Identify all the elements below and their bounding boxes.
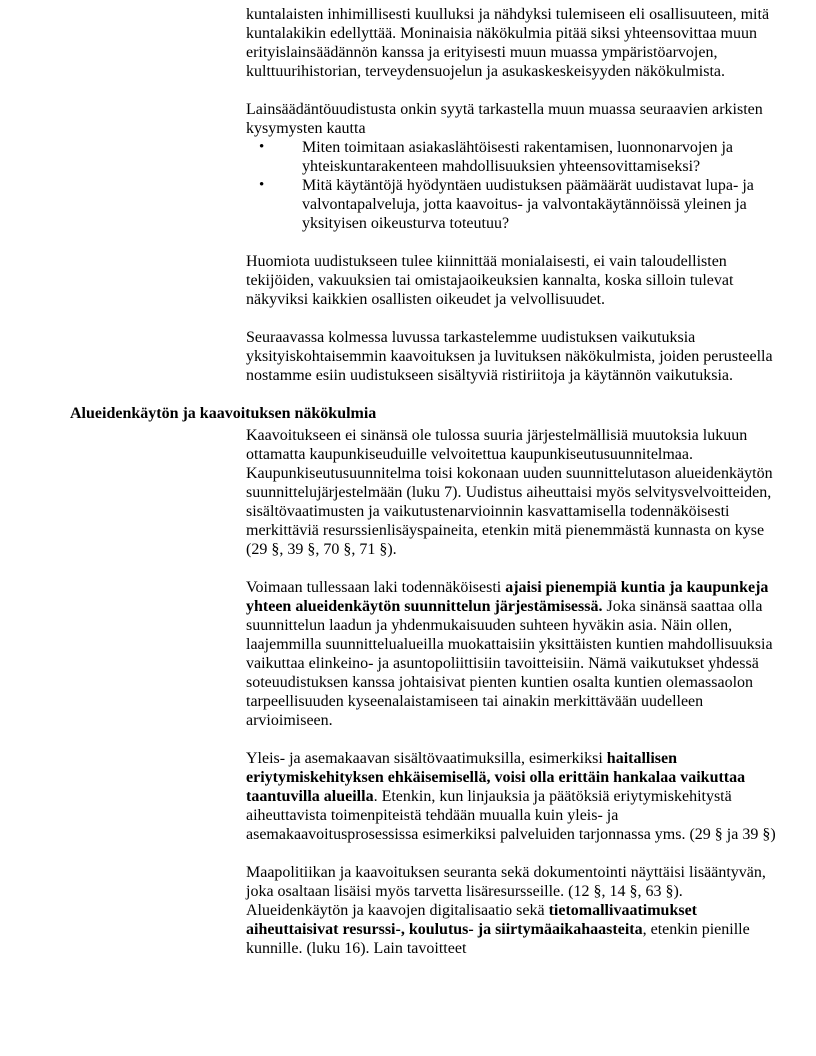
bold-text-run: ajaisi pienempiä kuntia ja kaupunkeja yhteen alueidenkäytön suunnittelun järjestämisessä.: [246, 579, 769, 615]
bullet-text: [302, 138, 776, 176]
text-run: Lainsäädäntöuudistusta onkin syytä tarkastella muun muassa seuraavien arkisten kysymysten kautta: [246, 101, 763, 137]
section-heading: [70, 404, 776, 423]
text-run: Voimaan tullessaan laki todennäköisesti: [246, 579, 506, 596]
bullet-list: [246, 138, 776, 233]
paragraph: [246, 426, 776, 559]
paragraph: [246, 863, 776, 958]
text-run: Seuraavassa kolmessa luvussa tarkastelemme uudistuksen vaikutuksia yksityiskohtaisemmin kaavoituksen ja luvituksen näkökulmista, joiden perusteella nostamme esiin uudistukseen sisältyviä ristiriitoja ja käytännön vaikutuksia.: [246, 329, 773, 384]
text-run: . Etenkin, kun linjauksia ja päätöksiä eriytymiskehitystä aiheuttavista toimenpiteistä tehdään muualla kuin yleis- ja asemakaavoitusprosessissa esimerkiksi palveluiden tarjonnassa yms. (29 § ja 39 §): [246, 788, 776, 843]
bold-text-run: tietomallivaatimukset aiheuttaisivat resurssi-, koulutus- ja siirtymäaikahaasteita: [246, 902, 697, 938]
text-run: Miten toimitaan asiakaslähtöisesti rakentamisen, luonnonarvojen ja yhteiskuntarakenteen mahdollisuuksien yhteensovittamiseksi?: [302, 139, 733, 175]
text-run: kuntalaisten inhimillisesti kuulluksi ja nähdyksi tulemiseen eli osallisuuteen, mitä kuntalakikin edellyttää. Moninaisia näkökulmia pitää siksi yhteensovittaa muun erityislainsäädännön kanssa ja erityisesti muun muassa ympäristöarvojen, kulttuurihistorian, terveydensuojelun ja asukaskeskeisyyden näkökulmista.: [246, 6, 770, 80]
paragraph: [246, 328, 776, 385]
paragraph: [246, 749, 776, 844]
text-run: Maapolitiikan ja kaavoituksen seuranta sekä dokumentointi näyttäisi lisääntyvän, joka osaltaan lisäisi myös tarvetta lisäresursseille. (12 §, 14 §, 63 §). Alueidenkäytön ja kaavojen digitalisaatio sekä: [246, 864, 766, 919]
paragraph: [246, 100, 776, 138]
bullet-item: [246, 176, 776, 233]
text-run: Kaavoitukseen ei sinänsä ole tulossa suuria järjestelmällisiä muutoksia lukuun ottamatta kaupunkiseuduille velvoitettua kaupunkiseutusuunnitelmaa. Kaupunkiseutusuunnitelma toisi kokonaan uuden suunnittelutason alueidenkäytön suunnittelujärjestelmään (luku 7). Uudistus aiheuttaisi myös selvitysvelvoitteiden, sisältövaatimusten ja vaikutustenarvioinnin kasvattamisella todennäköisesti merkittäviä resurssienlisäyspaineita, etenkin mitä pienemmästä kunnasta on kyse (29 §, 39 §, 70 §, 71 §).: [246, 427, 773, 558]
bullet-text: [302, 176, 776, 233]
text-run: , etenkin pienille kunnille. (luku 16). Lain tavoitteet: [246, 921, 750, 957]
document-body: [70, 5, 776, 958]
bullet-icon: •: [259, 177, 265, 193]
bullet-icon: •: [259, 139, 265, 155]
bullet-item: [246, 138, 776, 176]
text-run: Mitä käytäntöjä hyödyntäen uudistuksen päämäärät uudistavat lupa- ja valvontapalveluja, jotta kaavoitus- ja valvontakäytännöissä yleinen ja yksityisen oikeusturva toteutuu?: [302, 177, 754, 232]
bold-text-run: haitallisen eriytymiskehityksen ehkäisemisellä, voisi olla erittäin hankalaa vaikuttaa taantuvilla alueilla: [246, 750, 746, 805]
bold-text-run: Alueidenkäytön ja kaavoituksen näkökulmia: [70, 405, 377, 422]
text-run: Huomiota uudistukseen tulee kiinnittää monialaisesti, ei vain taloudellisten tekijöiden, vakuuksien tai omistajaoikeuksien kannalta, koska silloin tulevat näkyviksi kaikkien osallisten oikeudet ja velvollisuudet.: [246, 253, 734, 308]
paragraph: [246, 578, 776, 730]
text-run: Joka sinänsä saattaa olla suunnittelun laadun ja yhdenmukaisuuden suhteen hyväkin asia. Näin ollen, laajemmilla suunnittelualueilla muokattaisiin yksittäisten kuntien mahdollisuuksia vaikuttaa elinkeino- ja asuntopoliittisiin tavoitteisiin. Nämä vaikutukset yhdessä soteuudistuksen kanssa johtaisivat pienten kuntien osalta kuntien olemassaolon tarpeellisuuden kyseenalaistamiseen tai ainakin merkittävään uudelleen arvioimiseen.: [246, 598, 773, 729]
paragraph: [246, 252, 776, 309]
paragraph: [246, 5, 776, 81]
text-run: Yleis- ja asemakaavan sisältövaatimuksilla, esimerkiksi: [246, 750, 607, 767]
